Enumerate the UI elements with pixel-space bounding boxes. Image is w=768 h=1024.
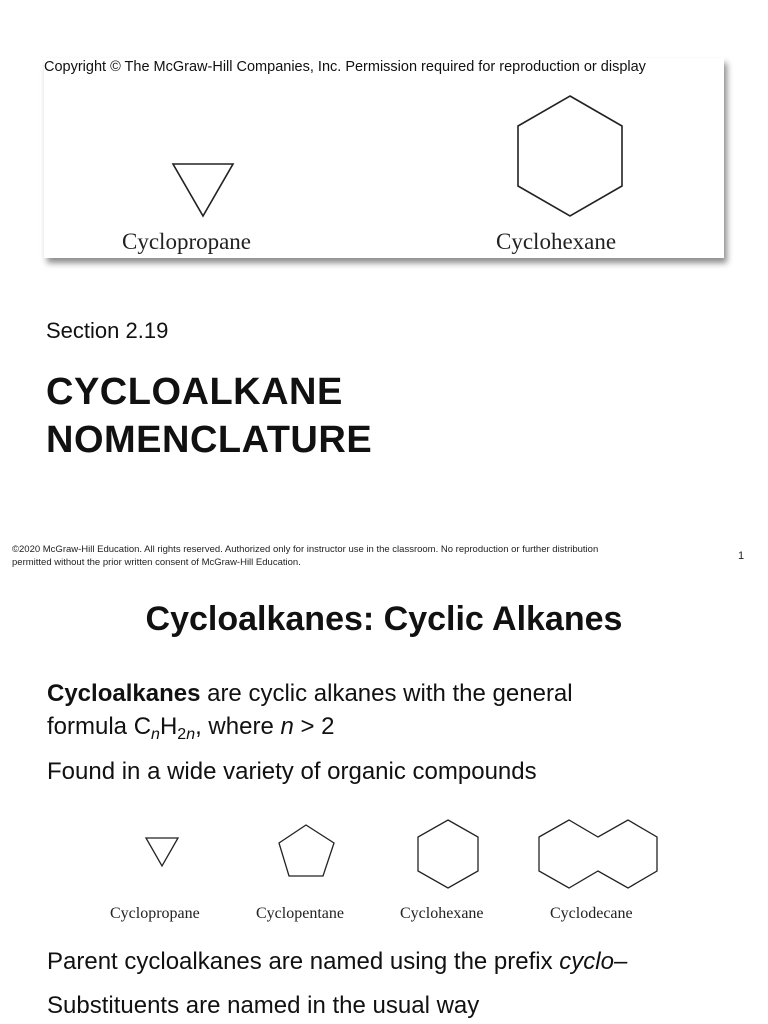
figure-card (44, 58, 724, 258)
figure-label-cyclopropane: Cyclopropane (122, 229, 252, 254)
formula-subscript-2: 2 (177, 726, 187, 743)
definition-line (47, 680, 573, 708)
slide-title-line-2: NOMENCLATURE (46, 419, 373, 461)
ring-structures-figure (44, 58, 724, 258)
footer-line-2: permitted without the prior written consent of McGraw-Hill Education. (12, 556, 301, 568)
ring-label-cyclodecane: Cyclodecane (550, 905, 633, 922)
formula-where: , where (195, 713, 281, 740)
parent-naming-line (47, 948, 627, 976)
cyclopropane-structure (173, 164, 233, 216)
footer-copyright (12, 544, 702, 569)
ring-label-cyclopentane: Cyclopentane (256, 905, 344, 922)
cyclopentane-structure (279, 825, 334, 876)
substituents-line: Substituents are named in the usual way (47, 992, 480, 1019)
footer-line-1: ©2020 McGraw-Hill Education. All rights reserved. Authorized only for instructor use in the classroom. No reproduction or further distribution (12, 544, 599, 555)
slide-title-line-1: CYCLOALKANE (46, 371, 343, 413)
ring-label-cyclopropane: Cyclopropane (110, 905, 200, 922)
formula-subscript-n: n (151, 726, 160, 743)
cyclohexane-structure (518, 96, 622, 216)
cyclodecane-structure (539, 820, 657, 888)
copyright-notice: Copyright © The McGraw-Hill Companies, Inc. Permission required for reproduction or display (44, 59, 646, 75)
found-text: Found in a wide variety of organic compounds (47, 758, 537, 785)
formula-variable-n: n (280, 713, 294, 740)
cyclohexane-small-structure (418, 820, 478, 888)
formula-prefix: formula C (47, 713, 152, 740)
formula-condition: > 2 (293, 713, 335, 740)
section-label: Section 2.19 (46, 318, 169, 343)
definition-text: are cyclic alkanes with the general (200, 680, 573, 707)
cyclopropane-small-structure (146, 838, 178, 866)
ring-label-cyclohexane: Cyclohexane (400, 905, 484, 922)
formula-subscript-n2: n (186, 726, 196, 743)
general-formula-line (47, 713, 335, 741)
cyclo-prefix: cyclo– (559, 948, 628, 975)
formula-h: H (159, 713, 178, 740)
definition-term: Cycloalkanes (47, 680, 201, 707)
page-number: 1 (738, 550, 745, 562)
parent-naming-text: Parent cycloalkanes are named using the prefix (47, 948, 560, 975)
figure-label-cyclohexane: Cyclohexane (496, 229, 617, 254)
slide2-title: Cycloalkanes: Cyclic Alkanes (145, 600, 623, 638)
ring-row (0, 810, 768, 930)
slide-title (46, 368, 372, 464)
